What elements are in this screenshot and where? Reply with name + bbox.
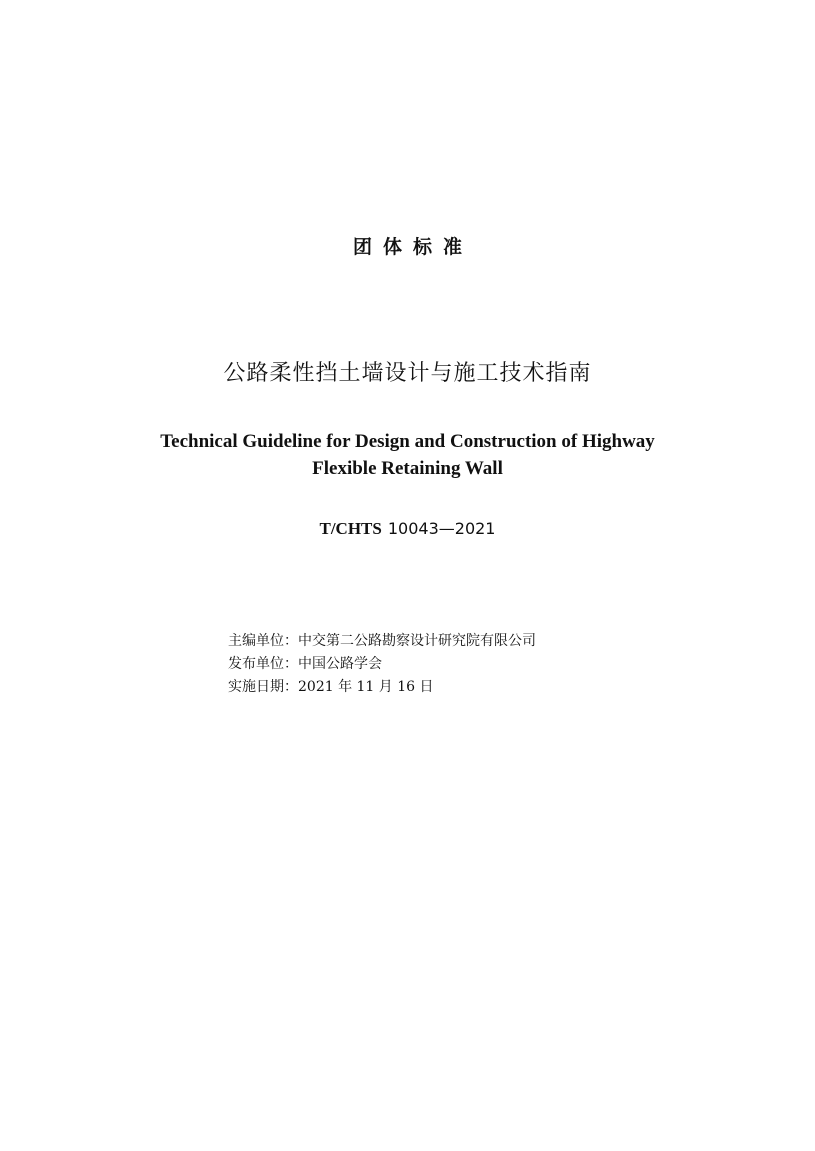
title-chinese: 公路柔性挡土墙设计与施工技术指南 [223,361,592,386]
publisher-label: 发布单位： [228,656,298,672]
publisher-value: 中国公路学会 [298,656,382,672]
standard-category: 团体标准 [352,236,473,258]
publication-info [228,630,536,699]
publisher-row [228,653,536,676]
title-english [0,428,815,482]
chief-editor-label: 主编单位： [228,633,298,649]
title-english-line-1: Technical Guideline for Design and Construction of Highway [160,431,655,452]
chief-editor-row [228,630,536,653]
title-english-line-2: Flexible Retaining Wall [312,458,503,479]
chief-editor-value: 中交第二公路勘察设计研究院有限公司 [298,633,536,649]
standard-number-prefix: T/CHTS [319,519,382,538]
standard-number-value: 10043—2021 [387,519,496,538]
effective-date-row [228,676,536,699]
effective-date-label: 实施日期： [228,679,298,695]
standard-number [0,519,815,539]
effective-date-value: 2021 年 11 月 16 日 [298,679,434,695]
